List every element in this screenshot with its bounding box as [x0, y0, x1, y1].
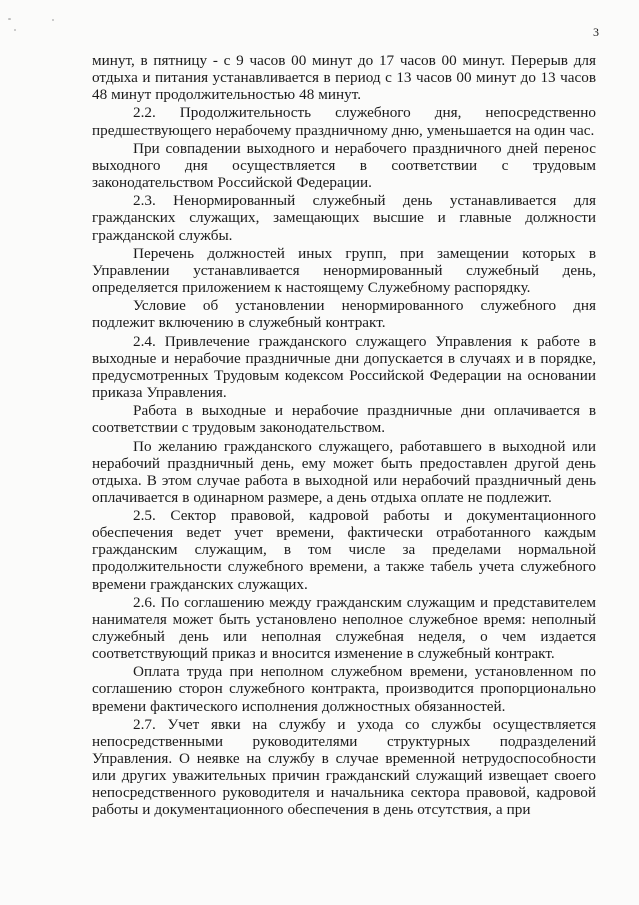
paragraph-2-2-pre-holiday-day: 2.2. Продолжительность служебного дня, непосредственно предшествующего нерабочему праздничному дню, уменьшается на один час. — [92, 104, 596, 139]
paragraph-weekend-pay: Работа в выходные и нерабочие праздничные дни оплачивается в соответствии с трудовым законодательством. — [92, 402, 596, 437]
document-body — [92, 52, 596, 820]
paragraph-part-time-pay: Оплата труда при неполном служебном времени, установленном по соглашению сторон служебного контракта, производится пропорционально времени фактического исполнения должностных обязанностей. — [92, 663, 596, 715]
paragraph-positions-list: Перечень должностей иных групп, при замещении которых в Управлении устанавливается ненормированный служебный день, определяется приложением к настоящему Служебному распорядку. — [92, 244, 596, 296]
paragraph-working-hours-continued: минут, в пятницу - с 9 часов 00 минут до 17 часов 00 минут. Перерыв для отдыха и питания устанавливается в период с 13 часов 00 минут до 13 часов 48 минут продолжительностью 48 минут. — [92, 52, 596, 104]
paragraph-2-7-attendance: 2.7. Учет явки на службу и ухода со службы осуществляется непосредственными руководителями структурных подразделений Управления. О неявке на службу в случае временной нетрудоспособности или других уважительных причин гражданский служащий извещает своего непосредственного руководителя и начальника сектора правовой, кадровой работы и документационного обеспечения в день отсутствия, а при — [92, 715, 596, 819]
paragraph-compensatory-day-off: По желанию гражданского служащего, работавшего в выходной или нерабочий праздничный день, ему может быть предоставлен другой день отдыха. В этом случае работа в выходной или нерабочий праздничный день оплачивается в одинарном размере, а день отдыха оплате не подлежит. — [92, 437, 596, 506]
paragraph-contract-condition: Условие об установлении ненормированного служебного дня подлежит включению в служебный контракт. — [92, 297, 596, 332]
page-number: 3 — [593, 25, 599, 39]
paragraph-2-6-part-time: 2.6. По соглашению между гражданским служащим и представителем нанимателя может быть установлено неполное служебное время: неполный служебный день или неполная служебная неделя, о чем издается соответствующий приказ и вносится изменение в служебный контракт. — [92, 593, 596, 663]
paragraph-2-5-time-tracking: 2.5. Сектор правовой, кадровой работы и документационного обеспечения ведет учет времени, фактически отработанного каждым гражданским служащим, в том числе за пределами нормальной продолжительности служебного времени, а также табель учета служебного времени гражданских служащих. — [92, 507, 596, 593]
scan-speck — [14, 29, 16, 31]
scan-speck — [8, 18, 11, 20]
scan-speck — [52, 19, 54, 21]
paragraph-2-3-irregular-day: 2.3. Ненормированный служебный день устанавливается для гражданских служащих, замещающих высшие и главные должности гражданской службы. — [92, 192, 596, 244]
paragraph-day-off-transfer: При совпадении выходного и нерабочего праздничного дней перенос выходного дня осуществляется в соответствии с трудовым законодательством Российской Федерации. — [92, 139, 596, 192]
paragraph-2-4-weekend-work: 2.4. Привлечение гражданского служащего Управления к работе в выходные и нерабочие праздничные дни допускается в случаях и в порядке, предусмотренных Трудовым кодексом Российской Федерации на основании приказа Управления. — [92, 332, 596, 401]
